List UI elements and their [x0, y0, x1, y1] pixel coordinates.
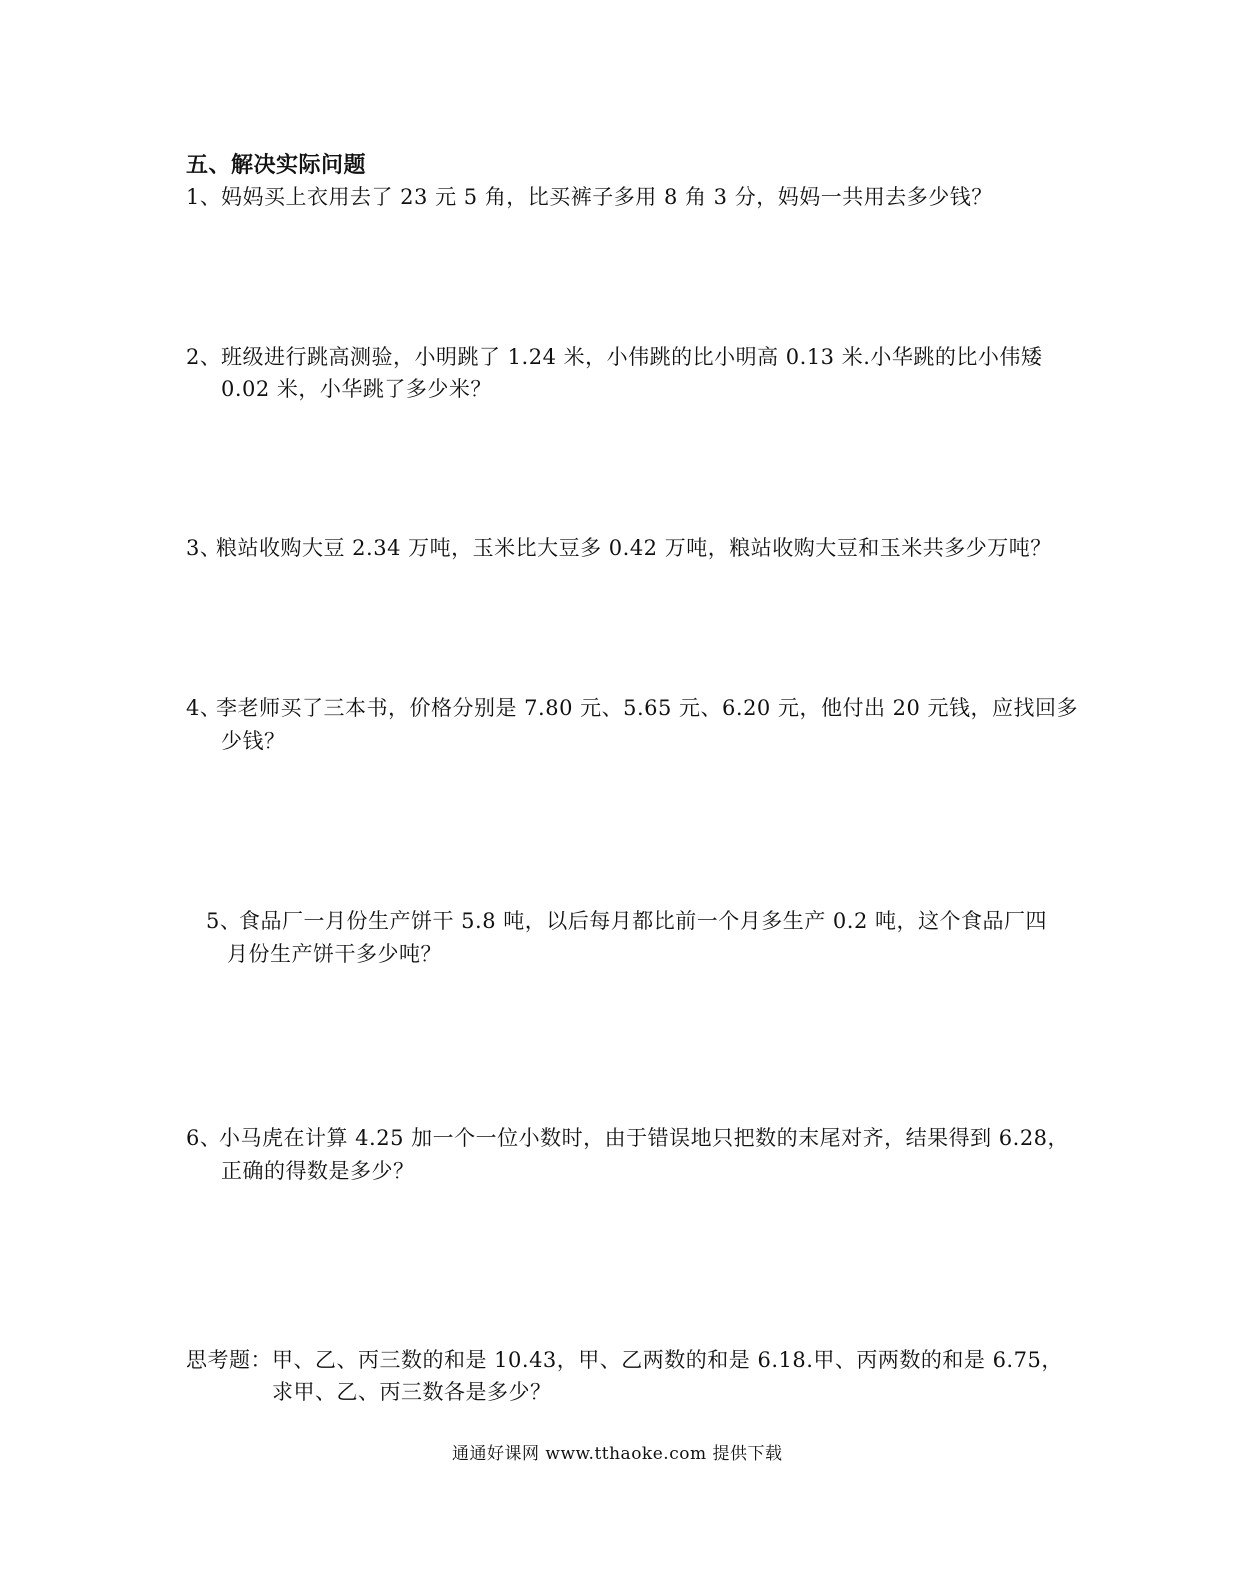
problem-5-number: 5、 — [206, 909, 242, 933]
problem-4-text-line-1: 李老师买了三本书，价格分别是 7.80 元、5.65 元、6.20 元，他付出 20 元钱，应找回多 — [216, 696, 1079, 720]
problem-3-number: 3、 — [186, 536, 222, 560]
bonus-text-line-2: 求甲、乙、丙三数各是多少？ — [272, 1380, 552, 1404]
bonus-label: 思考题： — [186, 1348, 272, 1372]
problem-2-text-line-2: 0.02 米，小华跳了多少米？ — [221, 377, 492, 401]
problem-6-text-line-2: 正确的得数是多少？ — [221, 1159, 415, 1183]
problem-4-text-line-2: 少钱？ — [221, 729, 286, 753]
bonus-text-line-1: 甲、乙、丙三数的和是 10.43，甲、乙两数的和是 6.18.甲、丙两数的和是 6.75， — [272, 1348, 1063, 1372]
problem-5-text-line-2: 月份生产饼干多少吨？ — [227, 942, 442, 966]
problem-6-number: 6、 — [186, 1126, 222, 1150]
problem-1-text: 妈妈买上衣用去了 23 元 5 角，比买裤子多用 8 角 3 分，妈妈一共用去多少钱？ — [221, 185, 993, 209]
problem-4-number: 4、 — [186, 696, 222, 720]
page-footer: 通通好课网 www.tthaoke.com 提供下载 — [452, 1444, 783, 1464]
problem-3-text: 粮站收购大豆 2.34 万吨，玉米比大豆多 0.42 万吨，粮站收购大豆和玉米共多少万吨？ — [216, 536, 1052, 560]
problem-2-number: 2、 — [186, 345, 222, 369]
problem-2-text-line-1: 班级进行跳高测验，小明跳了 1.24 米，小伟跳的比小明高 0.13 米.小华跳的比小伟矮 — [221, 345, 1043, 369]
problem-1-number: 1、 — [186, 185, 222, 209]
problem-5-text-line-1: 食品厂一月份生产饼干 5.8 吨，以后每月都比前一个月多生产 0.2 吨，这个食品厂四 — [239, 909, 1047, 933]
problem-6-text-line-1: 小马虎在计算 4.25 加一个一位小数时，由于错误地只把数的末尾对齐，结果得到 6.28， — [219, 1126, 1070, 1150]
section-title: 五、解决实际问题 — [186, 152, 367, 178]
